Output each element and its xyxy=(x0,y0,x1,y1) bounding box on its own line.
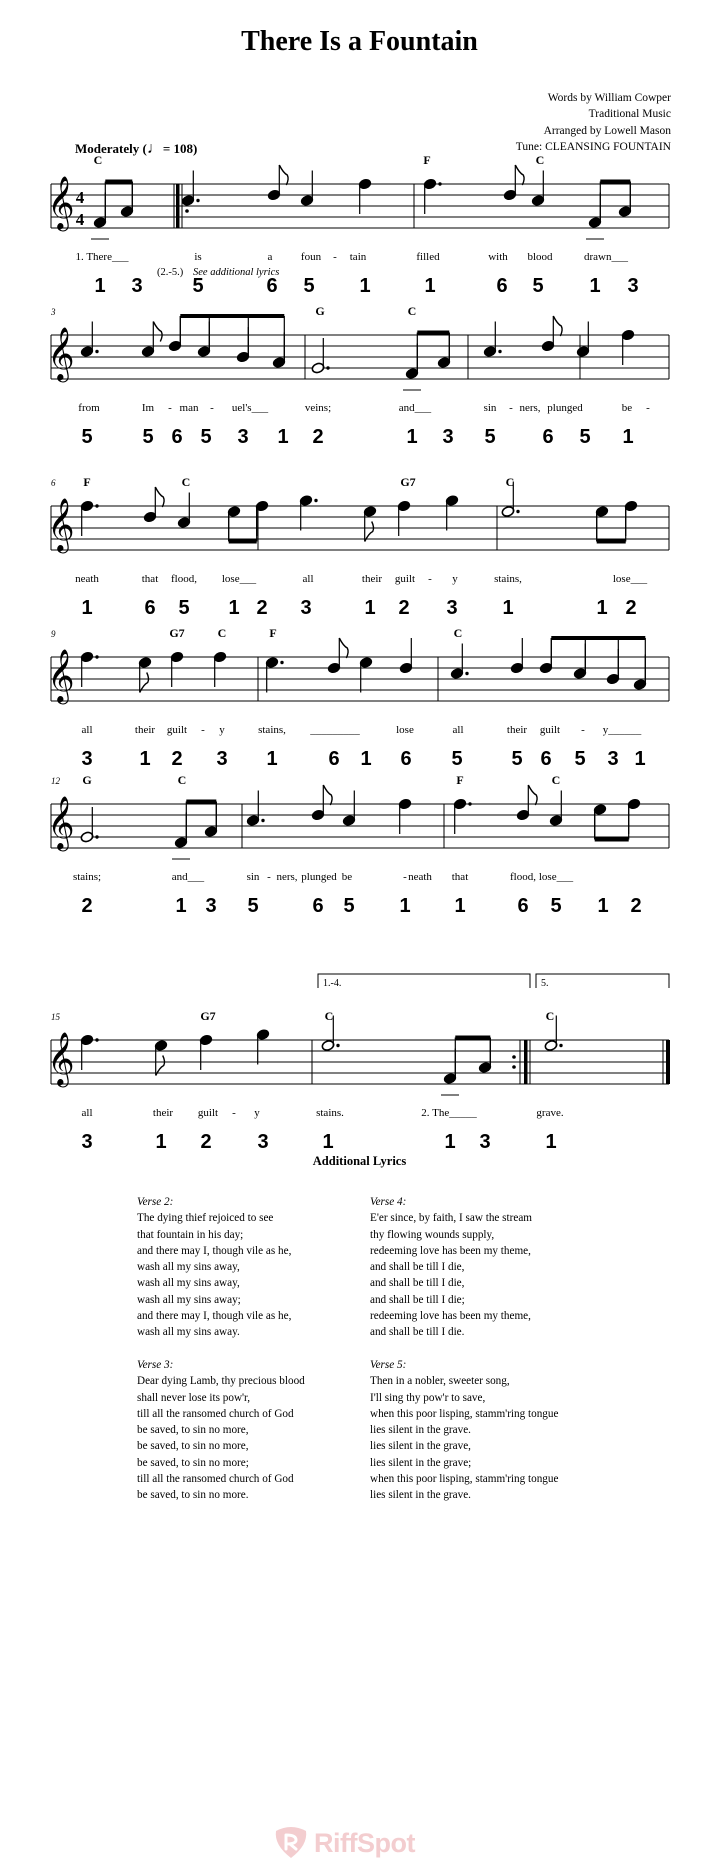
tab-number: 5 xyxy=(451,748,463,770)
note-beam xyxy=(551,636,645,640)
credit-arranger: Arranged by Lowell Mason xyxy=(543,124,671,137)
first-ending-bracket xyxy=(318,974,530,988)
tab-number: 5 xyxy=(511,748,523,770)
tab-number: 2 xyxy=(625,597,637,619)
verse-line: wash all my sins away; xyxy=(137,1293,241,1306)
verse-line: and shall be till I die; xyxy=(370,1293,465,1306)
repeat-start-thick xyxy=(176,184,180,228)
chord-symbol: C xyxy=(217,626,227,640)
lyric-syllable: y xyxy=(219,724,225,736)
lyric-syllable: - xyxy=(581,724,585,736)
dot xyxy=(516,510,519,513)
lyric-syllable: their xyxy=(506,724,528,736)
lyric-syllable: - xyxy=(210,402,214,414)
lyric-syllable: man xyxy=(179,402,199,414)
treble-clef-icon: 𝄞 xyxy=(47,497,75,551)
tab-number: 1 xyxy=(175,895,187,917)
dot xyxy=(468,802,471,805)
dot xyxy=(559,1044,562,1047)
note-flag xyxy=(155,487,164,507)
tab-number: 3 xyxy=(205,895,217,917)
lyric-syllable: - xyxy=(428,573,432,585)
verse-2-block xyxy=(137,1194,367,1341)
lyric-syllable: ners, xyxy=(519,402,541,414)
verse-3-block xyxy=(137,1357,367,1504)
tab-number: 5 xyxy=(343,895,355,917)
time-signature-bottom: 4 xyxy=(75,210,85,229)
repeat-dot xyxy=(512,1065,516,1069)
verse-line: wash all my sins away. xyxy=(137,1326,240,1339)
guitar-pick-icon xyxy=(272,1825,310,1859)
measure-number: 3 xyxy=(51,307,56,317)
treble-clef-icon: 𝄞 xyxy=(47,648,75,702)
chord-symbol: G7 xyxy=(169,626,185,640)
lyric-syllable: stains. xyxy=(316,1107,344,1119)
dot xyxy=(314,499,317,502)
lyric-syllable: their xyxy=(134,724,156,736)
dot xyxy=(465,672,468,675)
repeat-dot xyxy=(185,209,189,213)
verse-line: when this poor lisping, stamm'ring tongue xyxy=(370,1473,559,1486)
tab-number: 5 xyxy=(200,426,212,448)
chord-symbol: C xyxy=(545,1009,555,1023)
verse-line: and shall be till I die, xyxy=(370,1277,465,1290)
dot xyxy=(95,1038,98,1041)
tab-number: 6 xyxy=(542,426,554,448)
note-beam xyxy=(105,180,132,184)
lyric-syllable: flood, xyxy=(171,573,197,585)
lyric-syllable: guilt xyxy=(197,1107,219,1119)
chord-symbol: C xyxy=(407,304,417,318)
ending-label: 1.-4. xyxy=(323,978,342,989)
tab-number: 6 xyxy=(400,748,412,770)
tab-number: 5 xyxy=(484,426,496,448)
tab-number: 3 xyxy=(131,275,143,297)
time-signature-top: 4 xyxy=(75,188,85,207)
tab-number: 6 xyxy=(328,748,340,770)
verse-line: lies silent in the grave; xyxy=(370,1456,472,1469)
verse-heading: Verse 3: xyxy=(137,1359,174,1371)
verse-line: that fountain in his day; xyxy=(137,1228,244,1241)
lyric-syllable: neath xyxy=(75,573,99,585)
lyric-syllable: be xyxy=(341,871,353,883)
verse-line: thy flowing wounds supply, xyxy=(370,1228,495,1241)
tab-number: 3 xyxy=(627,275,639,297)
lyric-syllable: that xyxy=(141,573,159,585)
verse-line: be saved, to sin no more, xyxy=(137,1424,249,1437)
final-barline xyxy=(666,1040,670,1084)
lyric-syllable: lose___ xyxy=(612,573,648,585)
lyric-syllable: with xyxy=(488,251,508,263)
note-flag xyxy=(153,322,162,342)
lyric-syllable: grave. xyxy=(536,1107,564,1119)
tab-number: 6 xyxy=(540,748,552,770)
verse-line: till all the ransomed church of God xyxy=(137,1473,294,1486)
lyric-syllable: veins; xyxy=(304,402,332,414)
tab-number: 5 xyxy=(550,895,562,917)
tab-number: 5 xyxy=(142,426,154,448)
credit-words: Words by William Cowper xyxy=(547,92,671,104)
lyric-syllable: 1. There___ xyxy=(75,251,129,263)
lyric-syllable: tain xyxy=(349,251,367,263)
tab-number: 2 xyxy=(398,597,410,619)
verse-line: wash all my sins away, xyxy=(137,1261,240,1274)
treble-clef-icon: 𝄞 xyxy=(47,1031,75,1085)
tab-number: 3 xyxy=(479,1131,491,1153)
tab-number: 5 xyxy=(303,275,315,297)
dot xyxy=(95,504,98,507)
tab-number: 1 xyxy=(596,597,608,619)
lyric-syllable: a xyxy=(267,251,273,263)
tab-number: 1 xyxy=(266,748,278,770)
song-title: There Is a Fountain xyxy=(241,26,478,57)
lyric-syllable: and___ xyxy=(398,402,432,414)
note-beam xyxy=(600,180,630,184)
dot xyxy=(326,366,329,369)
tab-number: 5 xyxy=(192,275,204,297)
lyric-syllable: - xyxy=(201,724,205,736)
measure-number: 6 xyxy=(51,478,56,488)
lyric-syllable: y______ xyxy=(602,724,642,736)
dot xyxy=(95,350,98,353)
tab-number: 1 xyxy=(364,597,376,619)
lyric-syllable: uel's___ xyxy=(231,402,269,414)
lyric-syllable: filled xyxy=(416,251,440,263)
tempo-marking: Moderately (♩= 108) xyxy=(75,140,198,157)
tab-number: 1 xyxy=(589,275,601,297)
tab-number: 6 xyxy=(312,895,324,917)
tab-number: 1 xyxy=(545,1131,557,1153)
verse-line: Dear dying Lamb, thy precious blood xyxy=(137,1375,305,1388)
tab-number: 2 xyxy=(312,426,324,448)
chord-symbol: C xyxy=(535,153,545,167)
tab-number: 1 xyxy=(81,597,93,619)
chord-symbol: C xyxy=(551,773,561,787)
riffspot-logo xyxy=(272,1825,447,1859)
dot xyxy=(95,655,98,658)
chord-symbol: C xyxy=(505,475,515,489)
lyric-syllable: be xyxy=(621,402,633,414)
tab-number: 3 xyxy=(237,426,249,448)
verse-line: and shall be till I die, xyxy=(370,1261,465,1274)
chord-symbol: G7 xyxy=(200,1009,216,1023)
lyric-syllable: all xyxy=(302,573,314,585)
tab-number: 1 xyxy=(277,426,289,448)
tab-number: 6 xyxy=(144,597,156,619)
tab-number: 1 xyxy=(454,895,466,917)
note-beam xyxy=(186,800,216,804)
chord-symbol: C xyxy=(181,475,191,489)
treble-clef-icon: 𝄞 xyxy=(47,326,75,380)
lyric-syllable: foun xyxy=(300,251,322,263)
note-flag xyxy=(323,785,332,805)
chord-symbol: C xyxy=(324,1009,334,1023)
verse-line: be saved, to sin no more; xyxy=(137,1456,249,1469)
lyric-syllable: stains, xyxy=(258,724,286,736)
lyric-syllable: guilt xyxy=(539,724,561,736)
repeat-dot xyxy=(512,1055,516,1059)
tab-number: 2 xyxy=(256,597,268,619)
tab-number: 2 xyxy=(81,895,93,917)
second-ending-bracket xyxy=(536,974,669,988)
lyric-syllable: sin xyxy=(246,871,260,883)
repeat-end-thick xyxy=(524,1040,528,1084)
tab-number: 5 xyxy=(178,597,190,619)
verse-line: and there may I, though vile as he, xyxy=(137,1244,292,1257)
tab-number: 1 xyxy=(139,748,151,770)
dot xyxy=(261,819,264,822)
tab-number: 1 xyxy=(622,426,634,448)
tab-number: 1 xyxy=(94,275,106,297)
lyric-syllable: stains, xyxy=(494,573,522,585)
tab-number: 1 xyxy=(155,1131,167,1153)
tab-number: 5 xyxy=(81,426,93,448)
verse-line: wash all my sins away, xyxy=(137,1277,240,1290)
lyric-syllable: that xyxy=(451,871,469,883)
verse-line: E'er since, by faith, I saw the stream xyxy=(370,1212,533,1225)
measure-number: 12 xyxy=(51,776,60,786)
lyric-syllable: plunged xyxy=(547,402,583,414)
lyric-syllable: from xyxy=(78,402,100,414)
verse-heading: Verse 4: xyxy=(370,1196,407,1208)
lyric-syllable: lose xyxy=(396,724,414,736)
verse-line: lies silent in the grave. xyxy=(370,1424,471,1437)
verse-note-text: See additional lyrics xyxy=(193,267,280,278)
chord-symbol: F xyxy=(423,153,431,167)
verse-line: lies silent in the grave, xyxy=(370,1440,471,1453)
note-beam xyxy=(180,314,284,318)
tempo-word: Moderately xyxy=(75,141,140,156)
verse-heading: Verse 2: xyxy=(137,1196,174,1208)
lyric-syllable: lose___ xyxy=(538,871,574,883)
measure-number: 9 xyxy=(51,629,56,639)
tab-number: 2 xyxy=(200,1131,212,1153)
note-beam xyxy=(455,1036,490,1040)
lyric-syllable: neath xyxy=(408,871,432,883)
lyric-syllable: - xyxy=(509,402,513,414)
note-flag xyxy=(279,165,288,185)
tab-number: 6 xyxy=(266,275,278,297)
dot xyxy=(336,1044,339,1047)
tempo-bpm: = 108 xyxy=(162,141,194,156)
tab-number: 5 xyxy=(532,275,544,297)
lyric-syllable: 2. The_____ xyxy=(421,1107,477,1119)
tab-number: 5 xyxy=(574,748,586,770)
verse-line: redeeming love has been my theme, xyxy=(370,1310,531,1323)
note-flag xyxy=(339,638,348,658)
lyric-syllable: and___ xyxy=(171,871,205,883)
verse-line: till all the ransomed church of God xyxy=(137,1407,294,1420)
tab-number: 3 xyxy=(257,1131,269,1153)
verse-line: when this poor lisping, stamm'ring tongue xyxy=(370,1407,559,1420)
brand-name: RiffSpot xyxy=(314,1828,415,1858)
lyric-syllable: all xyxy=(81,724,93,736)
quarter-note-icon: ♩ xyxy=(146,140,163,157)
lyric-syllable: is xyxy=(194,251,202,263)
chord-symbol: F xyxy=(456,773,464,787)
lyric-syllable: - xyxy=(646,402,650,414)
verse-line: shall never lose its pow'r, xyxy=(137,1391,251,1404)
verse-line: redeeming love has been my theme, xyxy=(370,1244,531,1257)
treble-clef-icon: 𝄞 xyxy=(47,175,75,229)
additional-lyrics-heading: Additional Lyrics xyxy=(312,1154,407,1168)
chord-symbol: F xyxy=(269,626,277,640)
tab-number: 6 xyxy=(171,426,183,448)
verse-heading: Verse 5: xyxy=(370,1359,407,1371)
lyric-syllable: - xyxy=(267,871,271,883)
note-beam xyxy=(229,540,257,544)
credit-music: Traditional Music xyxy=(588,108,671,121)
note-beam xyxy=(417,331,449,335)
chord-symbol: C xyxy=(93,153,103,167)
lyric-syllable: stains; xyxy=(72,871,102,883)
chord-symbol: C xyxy=(453,626,463,640)
chord-symbol: G xyxy=(82,773,92,787)
lyric-syllable: - xyxy=(333,251,337,263)
tab-number: 6 xyxy=(517,895,529,917)
ending-label: 5. xyxy=(541,978,549,989)
tab-number: 6 xyxy=(496,275,508,297)
lyric-syllable: guilt xyxy=(394,573,416,585)
tab-number: 1 xyxy=(424,275,436,297)
lyric-syllable: plunged xyxy=(301,871,337,883)
chord-symbol: F xyxy=(83,475,91,489)
chord-symbol: C xyxy=(177,773,187,787)
dot xyxy=(196,199,199,202)
dot xyxy=(95,835,98,838)
chord-symbol: G7 xyxy=(400,475,416,489)
verse-line: be saved, to sin no more, xyxy=(137,1440,249,1453)
note-beam xyxy=(595,838,629,842)
lyric-syllable: flood, xyxy=(510,871,536,883)
dot xyxy=(280,661,283,664)
lyric-syllable: guilt xyxy=(166,724,188,736)
chord-symbol: G xyxy=(315,304,325,318)
tab-number: 1 xyxy=(359,275,371,297)
tab-number: 1 xyxy=(597,895,609,917)
treble-clef-icon: 𝄞 xyxy=(47,795,75,849)
tab-number: 3 xyxy=(81,1131,93,1153)
verse-line: be saved, to sin no more. xyxy=(137,1489,249,1502)
verse-line: Then in a nobler, sweeter song, xyxy=(370,1375,510,1388)
lyric-syllable: drawn___ xyxy=(584,251,628,263)
tab-number: 5 xyxy=(579,426,591,448)
lyric-syllable: _________ xyxy=(310,724,360,736)
tab-number: 3 xyxy=(607,748,619,770)
tab-number: 1 xyxy=(322,1131,334,1153)
lyric-syllable: Im xyxy=(141,402,155,414)
lyric-syllable: their xyxy=(361,573,383,585)
tab-number: 1 xyxy=(444,1131,456,1153)
verse-note-number: (2.-5.) xyxy=(157,267,184,278)
lyric-syllable: blood xyxy=(527,251,553,263)
dot xyxy=(438,182,441,185)
tab-number: 5 xyxy=(247,895,259,917)
tab-number: 3 xyxy=(216,748,228,770)
note-flag xyxy=(528,785,537,805)
tab-number: 2 xyxy=(630,895,642,917)
note-beam xyxy=(597,540,626,544)
lyric-syllable: lose___ xyxy=(221,573,257,585)
lyric-syllable: all xyxy=(452,724,464,736)
note-flag xyxy=(515,165,524,185)
lyric-syllable: - xyxy=(232,1107,236,1119)
verse-line: and shall be till I die. xyxy=(370,1326,465,1339)
tab-number: 3 xyxy=(446,597,458,619)
verse-line: The dying thief rejoiced to see xyxy=(137,1212,274,1225)
lyric-syllable: - xyxy=(168,402,172,414)
lyric-syllable: - xyxy=(403,871,407,883)
lyric-syllable: sin xyxy=(483,402,497,414)
lyric-syllable: y xyxy=(452,573,458,585)
tab-number: 1 xyxy=(502,597,514,619)
verse-line: lies silent in the grave. xyxy=(370,1489,471,1502)
lyric-syllable: ners, xyxy=(276,871,298,883)
tab-number: 1 xyxy=(634,748,646,770)
tab-number: 1 xyxy=(399,895,411,917)
tab-number: 1 xyxy=(228,597,240,619)
note-flag xyxy=(553,316,562,336)
lyric-syllable: all xyxy=(81,1107,93,1119)
verse-line: and there may I, though vile as he, xyxy=(137,1310,292,1323)
lyric-syllable: their xyxy=(152,1107,174,1119)
verse-line: I'll sing thy pow'r to save, xyxy=(370,1391,486,1404)
tab-number: 1 xyxy=(360,748,372,770)
credit-tune: Tune: CLEANSING FOUNTAIN xyxy=(515,140,671,153)
verse-5-block xyxy=(370,1357,600,1504)
lyric-syllable: y xyxy=(254,1107,260,1119)
tab-number: 2 xyxy=(171,748,183,770)
verse-4-block xyxy=(370,1194,600,1341)
tab-number: 1 xyxy=(406,426,418,448)
measure-number: 15 xyxy=(51,1012,60,1022)
tab-number: 3 xyxy=(81,748,93,770)
dot xyxy=(498,350,501,353)
tab-number: 3 xyxy=(300,597,312,619)
tab-number: 3 xyxy=(442,426,454,448)
